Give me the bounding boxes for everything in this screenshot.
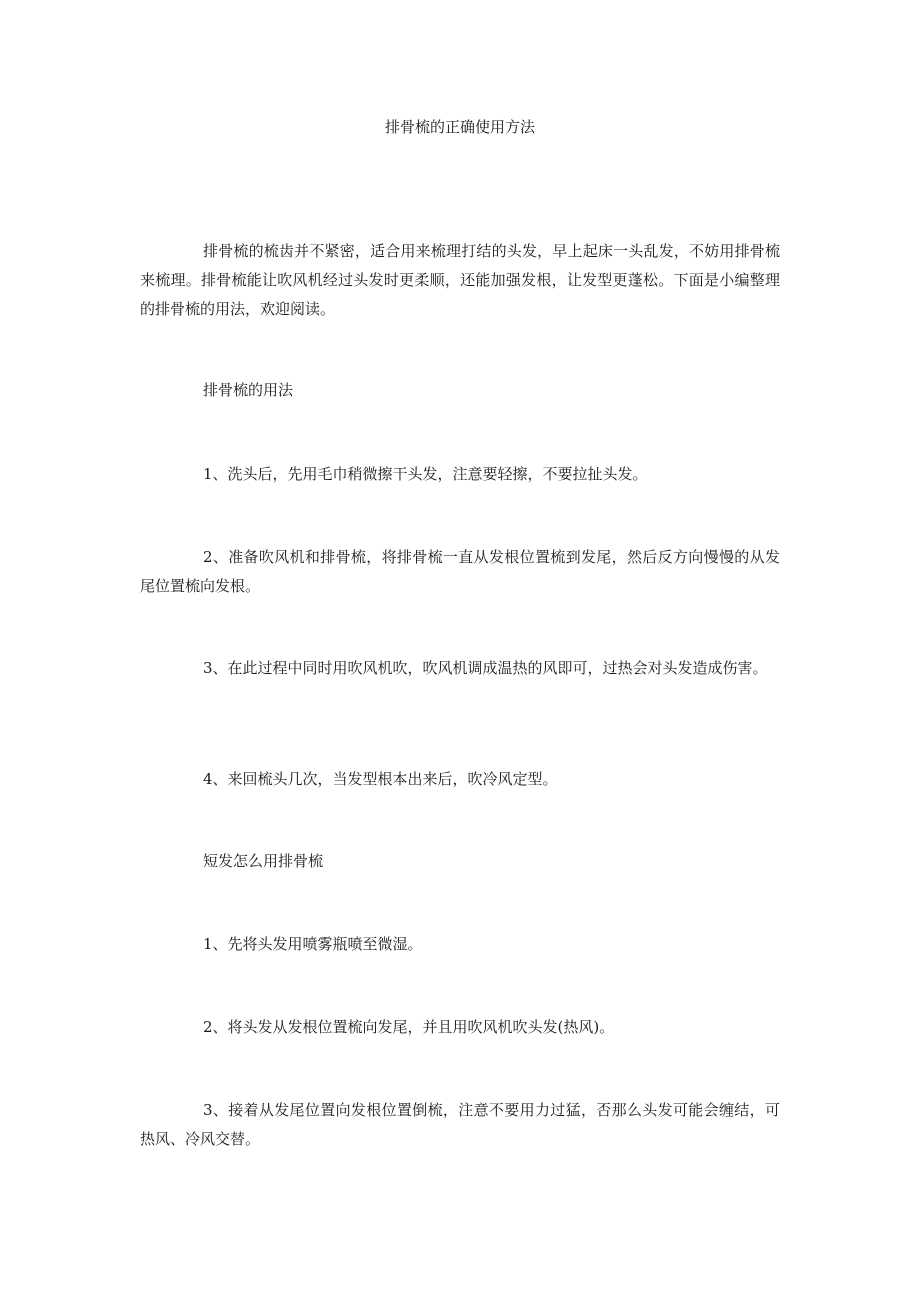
usage-step-3: 3、在此过程中同时用吹风机吹，吹风机调成温热的风即可，过热会对头发造成伤害。 bbox=[203, 659, 768, 677]
short-hair-step-2: 2、将头发从发根位置梳向发尾，并且用吹风机吹头发(热风)。 bbox=[203, 1018, 615, 1036]
usage-step-1: 1、洗头后，先用毛巾稍微擦干头发，注意要轻擦，不要拉扯头发。 bbox=[203, 465, 648, 483]
short-hair-step-1: 1、先将头发用喷雾瓶喷至微湿。 bbox=[203, 935, 423, 953]
section-heading-short-hair: 短发怎么用排骨梳 bbox=[203, 852, 324, 870]
usage-step-2: 2、准备吹风机和排骨梳，将排骨梳一直从发根位置梳到发尾，然后反方向慢慢的从发尾位置梳向发根。 bbox=[140, 548, 780, 595]
usage-step-4: 4、来回梳头几次，当发型根本出来后，吹冷风定型。 bbox=[203, 770, 558, 788]
intro-paragraph: 排骨梳的梳齿并不紧密，适合用来梳理打结的头发，早上起床一头乱发，不妨用排骨梳来梳理。排骨梳能让吹风机经过头发时更柔顺，还能加强发根，让发型更蓬松。下面是小编整理的排骨梳的用法，欢迎阅读。 bbox=[140, 242, 780, 318]
page-title: 排骨梳的正确使用方法 bbox=[384, 118, 535, 136]
short-hair-step-3: 3、接着从发尾位置向发根位置倒梳，注意不要用力过猛，否那么头发可能会缠结，可热风、冷风交替。 bbox=[140, 1101, 780, 1148]
section-heading-usage: 排骨梳的用法 bbox=[203, 381, 294, 399]
